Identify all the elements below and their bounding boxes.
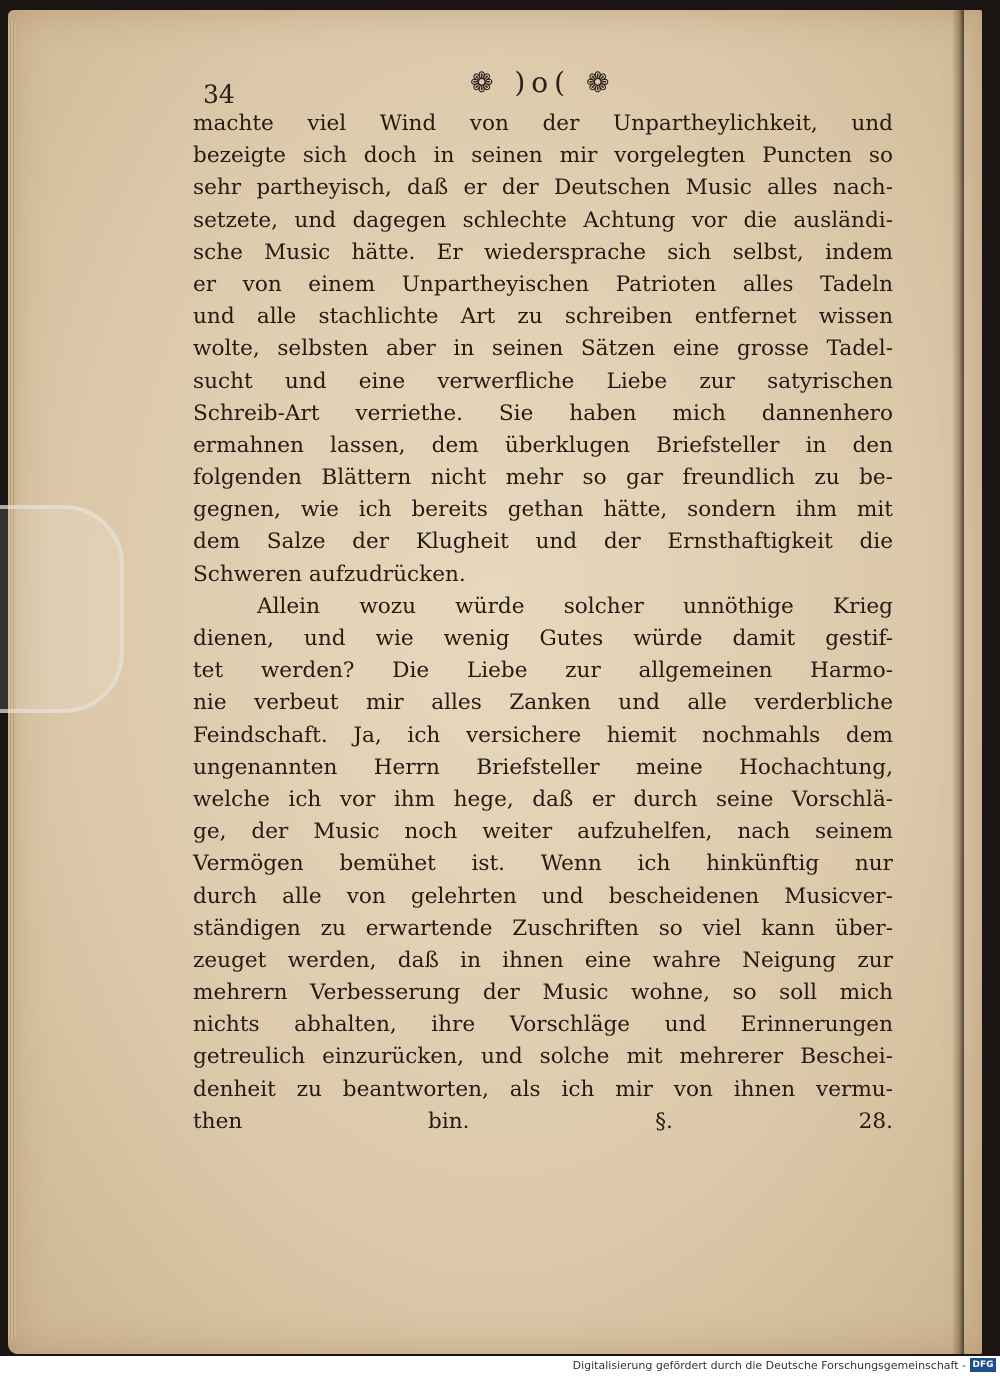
text-line: Allein wozu würde solcher unnöthige Krieg	[257, 593, 893, 619]
text-line: Vermögen bemühet ist. Wenn ich hinkünftig nur	[193, 851, 893, 877]
text-line: ermahnen lassen, dem überklugen Briefsteller in den	[193, 432, 893, 458]
text-line: Schreib-Art verriethe. Sie haben mich dannenhero	[193, 400, 893, 426]
text-line: gegnen, wie ich bereits gethan hätte, sondern ihm mit	[193, 497, 893, 523]
text-line: mehrern Verbesserung der Music wohne, so soll mich	[193, 980, 893, 1006]
text-line: sucht und eine verwerfliche Liebe zur satyrischen	[193, 368, 893, 394]
text-line: zeuget werden, daß in ihnen eine wahre Neigung zur	[193, 947, 893, 973]
page-number: 34	[203, 80, 235, 109]
text-line: Feindschaft. Ja, ich versichere hiemit nochmahls dem	[193, 722, 893, 748]
text-line: setzete, und dagegen schlechte Achtung vor die ausländi-	[193, 207, 893, 233]
text-line: bezeigte sich doch in seinen mir vorgelegten Puncten so	[193, 143, 893, 169]
text-line: denheit zu beantworten, als ich mir von ihnen vermu-	[193, 1076, 893, 1102]
text-line: sche Music hätte. Er wiedersprache sich selbst, indem	[193, 239, 893, 265]
text-line: folgenden Blättern nicht mehr so gar freundlich zu be-	[193, 465, 893, 491]
text-line: ge, der Music noch weiter aufzuhelfen, nach seinem	[193, 819, 893, 845]
footer-bar	[0, 1356, 1000, 1376]
dfg-logo: DFG	[970, 1358, 996, 1372]
text-line: welche ich vor ihm hege, daß er durch seine Vorschlä-	[193, 786, 893, 812]
text-line: dem Salze der Klugheit und der Ernsthaftigkeit die	[193, 529, 893, 555]
text-line: dienen, und wie wenig Gutes würde damit gestif-	[193, 626, 893, 651]
page-gutter	[952, 10, 964, 1354]
text-line: getreulich einzurücken, und solche mit mehrerer Beschei-	[193, 1044, 893, 1070]
running-head: ❁ )o( ❁	[470, 66, 616, 99]
text-line: nie verbeut mir alles Zanken und alle verderbliche	[193, 690, 893, 716]
text-line-with-catchword: then bin. §. 28.	[193, 1108, 893, 1134]
body-text	[193, 108, 893, 1138]
text-line: tet werden? Die Liebe zur allgemeinen Harmo-	[193, 658, 893, 684]
funding-credit: Digitalisierung gefördert durch die Deutsche Forschungsgemeinschaft -	[572, 1359, 966, 1372]
text-line: ständigen zu erwartende Zuschriften so viel kann über-	[193, 915, 893, 941]
text-line: machte viel Wind von der Unpartheylichkeit, und	[193, 111, 893, 136]
text-line: wolte, selbsten aber in seinen Sätzen eine grosse Tadel-	[193, 336, 893, 362]
text-line: er von einem Unpartheyischen Patrioten alles Tadeln	[193, 271, 893, 297]
text-line: Schweren aufzudrücken.	[193, 561, 466, 587]
text-line: ungenannten Herrn Briefsteller meine Hochachtung,	[193, 754, 893, 780]
text-line: durch alle von gelehrten und bescheidenen Musicver-	[193, 883, 893, 909]
text-line: sehr partheyisch, daß er der Deutschen Music alles nach-	[193, 175, 893, 201]
plastic-page-clip	[0, 505, 124, 713]
text-line: und alle stachlichte Art zu schreiben entfernet wissen	[193, 304, 893, 330]
text-line: nichts abhalten, ihre Vorschläge und Erinnerungen	[193, 1012, 893, 1038]
